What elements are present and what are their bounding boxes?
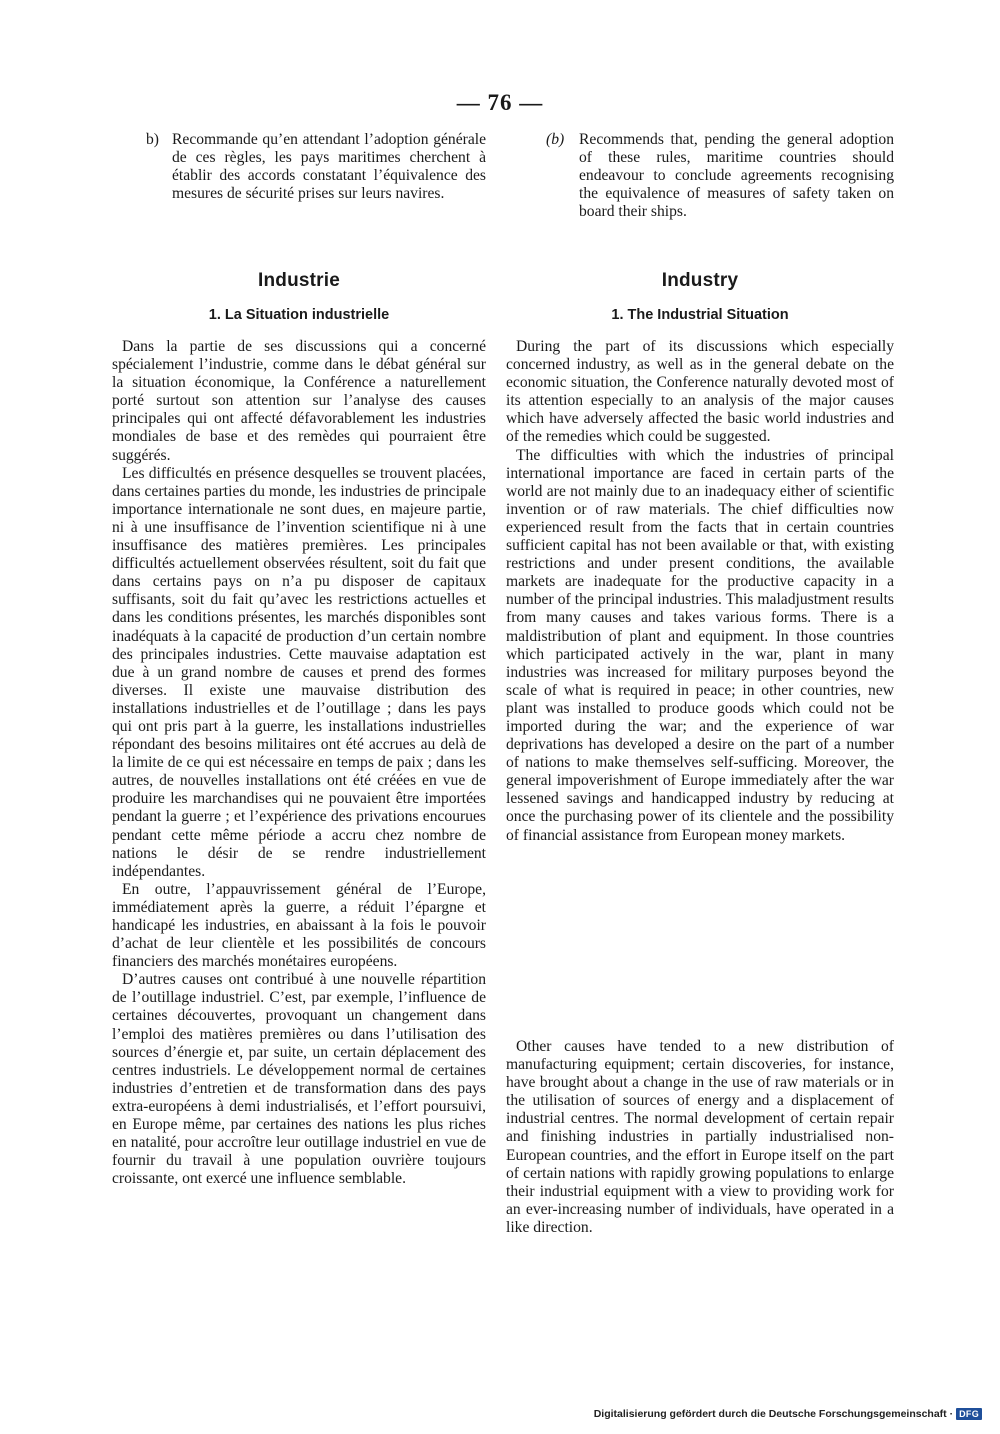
french-item-b-label: b)	[146, 131, 159, 148]
french-paragraph-3: En outre, l’appauvrissement général de l’Europe, immédiatement après la guerre, a réduit l’épargne et handicapé les industries, en abaissant à la fois le pouvoir d’achat de leur clientèle et les possibilités de concours financiers des marchés monétaires européens.	[112, 880, 486, 971]
english-section-heading: Industry	[661, 270, 739, 291]
english-body	[506, 338, 894, 845]
page-number: — 76 —	[456, 90, 544, 115]
french-section-heading: Industrie	[257, 270, 341, 291]
english-item-b-text: Recommends that, pending the general adoption of these rules, maritime countries should endeavour to conclude agreements recognising the equivalence of measures of safety taken on board their ships.	[579, 131, 894, 221]
french-item-b-text: Recommande qu’en attendant l’adoption générale de ces règles, les pays maritimes cherchent à établir des accords constatant l’équivalence des mesures de sécurité prises sur leurs navires.	[172, 131, 486, 203]
english-paragraph-3: Other causes have tended to a new distribution of manufacturing equipment; certain discoveries, for instance, have brought about a change in the use of raw materials or in the utilisation of sources of energy and a displacement of industrial centres. The normal development of certain repair and finishing industries in partially industrialised non-European countries, and the effort in Europe itself on the part of certain nations with rapidly growing populations to enlarge their industrial equipment with a view to providing work for an ever-increasing number of individuals, have operated in a like direction.	[506, 1038, 894, 1236]
english-paragraph-2: The difficulties with which the industries of principal international importance are faced in certain parts of the world are not mainly due to an inadequacy either of scientific invention or of raw materials. The chief difficulties now experienced result from the facts that in certain countries sufficient capital has not been available or that, with existing restrictions and under present conditions, the available markets are inadequate for the productive capacity in a number of the principal industries. This maladjustment results from many causes and takes various forms. There is a maldistribution of plant and equipment. In those countries which participated actively in the war, plant in many industries was increased for military purposes beyond the scale of what is required in peace; in other countries, new plant was installed to produce goods which could not be imported during the war; and the experience of war deprivations has developed a desire on the part of a number of nations to make themselves self-sufficing. Moreover, the general impoverishment of Europe immediately after the war lessened savings and handicapped industry by reducing at once the purchasing power of its clientele and the possibility of financial assistance from European money markets.	[506, 446, 894, 844]
french-item-b	[112, 131, 486, 203]
english-item-b	[506, 131, 894, 221]
english-body-continued	[506, 1038, 894, 1237]
english-item-b-label: (b)	[546, 131, 565, 148]
french-paragraph-2: Les difficultés en présence desquelles se trouvent placées, dans certaines parties du monde, les industries de principale importance internationale ne sont dues, en majeure partie, ni à une insuffisance de l’invention scientifique ni à une insuffisance des matières premières. Les principales difficultés actuellement observées résultent, soit du fait que dans certains pays on n’a pu disposer de capitaux suffisants, soit du fait qu’avec les restrictions actuelles et dans les conditions présentes, les marchés disponibles sont inadéquats à la capacité de production d’un certain nombre des principales industries. Cette mauvaise adaptation est due à un grand nombre de causes et prend des formes diverses. Il existe une mauvaise distribution des installations industrielles et de l’outillage ; dans les pays qui ont pris part à la guerre, les installations industrielles répondant des besoins militaires ont été accrues au delà de la limite de ce qui est nécessaire en temps de paix ; dans les autres, de nouvelles installations ont été créées en vue de produire les marchandises qui ne pouvaient être importées pendant la guerre ; et l’expérience des privations encourues pendant cette même période a accru chez nombre de nations le désir de se rendre industriellement indépendantes.	[112, 464, 486, 880]
english-paragraph-1: During the part of its discussions which especially concerned industry, as well as in the general debate on the economic situation, the Conference naturally devoted most of its attention especially to an analysis of the major causes which have adversely affected the basic world industries and of the remedies which could be suggested.	[506, 338, 894, 446]
digitization-footer	[594, 1408, 982, 1420]
dfg-logo-icon: DFG	[956, 1408, 982, 1420]
french-paragraph-4: D’autres causes ont contribué à une nouvelle répartition de l’outillage industriel. C’est, par exemple, l’influence de certaines découvertes, provoquant un changement dans l’emploi des matières premières ou dans l’utilisation des sources d’énergie et, par suite, un certain déplacement des centres industriels. Le développement normal de certaines industries d’entretien et de transformation dans des pays extra-européens à demi industrialisés, et l’effort poursuivi, en Europe même, par certaines des nations les plus riches en natalité, pour accroître leur outillage industriel en vue de fournir du travail à une population ouvrière toujours croissante, ont exercé une influence semblable.	[112, 971, 486, 1188]
french-paragraph-1: Dans la partie de ses discussions qui a concerné spécialement l’industrie, comme dans le débat général sur la situation économique, la Conférence a naturellement porté surtout son attention sur l’analyse des causes principales qui ont affecté défavorablement les industries mondiales de base et des remèdes qui pourraient être suggérés.	[112, 338, 486, 464]
english-subsection-heading: 1. The Industrial Situation	[611, 307, 789, 323]
french-subsection-heading: 1. La Situation industrielle	[208, 307, 390, 323]
french-body	[112, 338, 486, 1188]
footer-text: Digitalisierung gefördert durch die Deutsche Forschungsgemeinschaft ·	[593, 1408, 954, 1420]
